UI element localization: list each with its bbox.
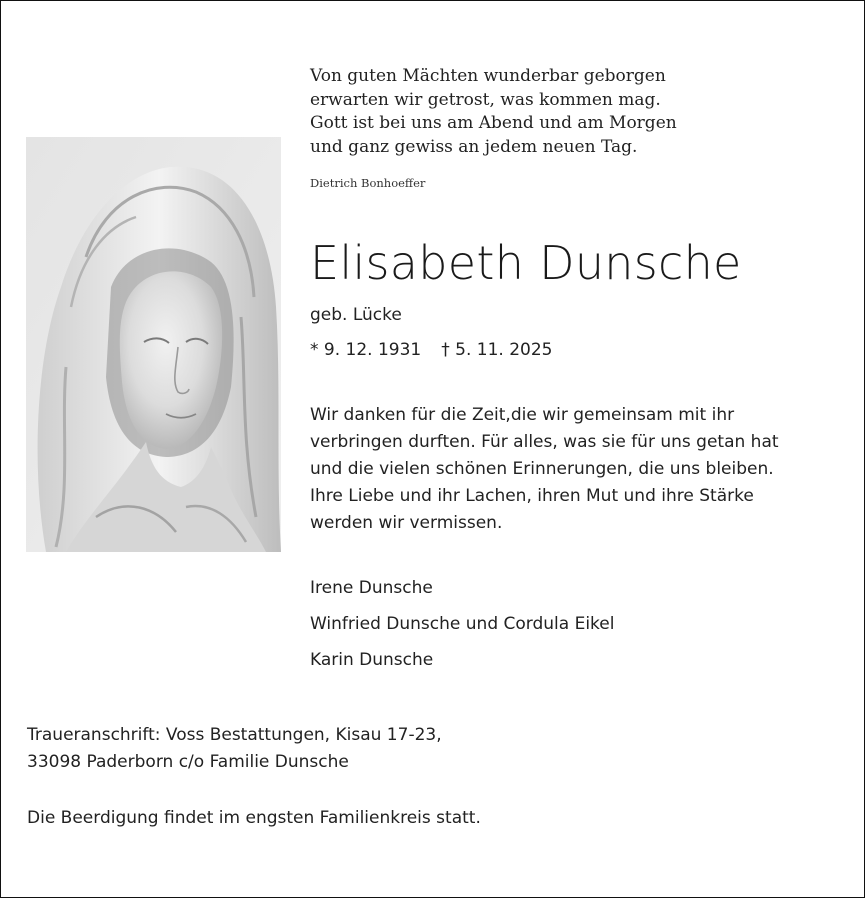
poem-line: Gott ist bei uns am Abend und am Morgen	[310, 113, 677, 133]
life-dates	[310, 340, 552, 360]
mourner-name: Winfried Dunsche und Cordula Eikel	[310, 614, 615, 634]
address-line: 33098 Paderborn c/o Familie Dunsche	[27, 752, 349, 772]
message-line: werden wir vermissen.	[310, 513, 503, 533]
poem-line: erwarten wir getrost, was kommen mag.	[310, 89, 661, 110]
message-line: Wir danken für die Zeit,die wir gemeinsam mit ihr	[310, 405, 735, 425]
maiden-name: geb. Lücke	[310, 305, 402, 325]
madonna-portrait-icon	[26, 137, 281, 552]
poem-line: und ganz gewiss an jedem neuen Tag.	[310, 136, 638, 157]
message-line: verbringen durften. Für alles, was sie für uns getan hat	[310, 432, 779, 452]
deceased-name: Elisabeth Dunsche	[310, 236, 742, 290]
mourning-address	[27, 722, 442, 776]
mourners-list	[310, 575, 614, 683]
mourner-name: Karin Dunsche	[310, 650, 434, 670]
madonna-portrait-image	[26, 137, 281, 552]
poem-line: Von guten Mächten wunderbar geborgen	[310, 66, 666, 86]
address-line: Traueranschrift: Voss Bestattungen, Kisau 17-23,	[27, 725, 442, 745]
funeral-note: Die Beerdigung findet im engsten Familienkreis statt.	[27, 808, 481, 828]
poem	[310, 65, 750, 159]
birth-date: * 9. 12. 1931	[310, 340, 422, 360]
death-date: † 5. 11. 2025	[441, 340, 553, 360]
message-line: Ihre Liebe und ihr Lachen, ihren Mut und ihre Stärke	[310, 486, 754, 506]
gratitude-message	[310, 402, 850, 537]
mourner-name: Irene Dunsche	[310, 578, 433, 598]
poem-author: Dietrich Bonhoeffer	[310, 176, 426, 190]
message-line: und die vielen schönen Erinnerungen, die uns bleiben.	[310, 459, 774, 479]
